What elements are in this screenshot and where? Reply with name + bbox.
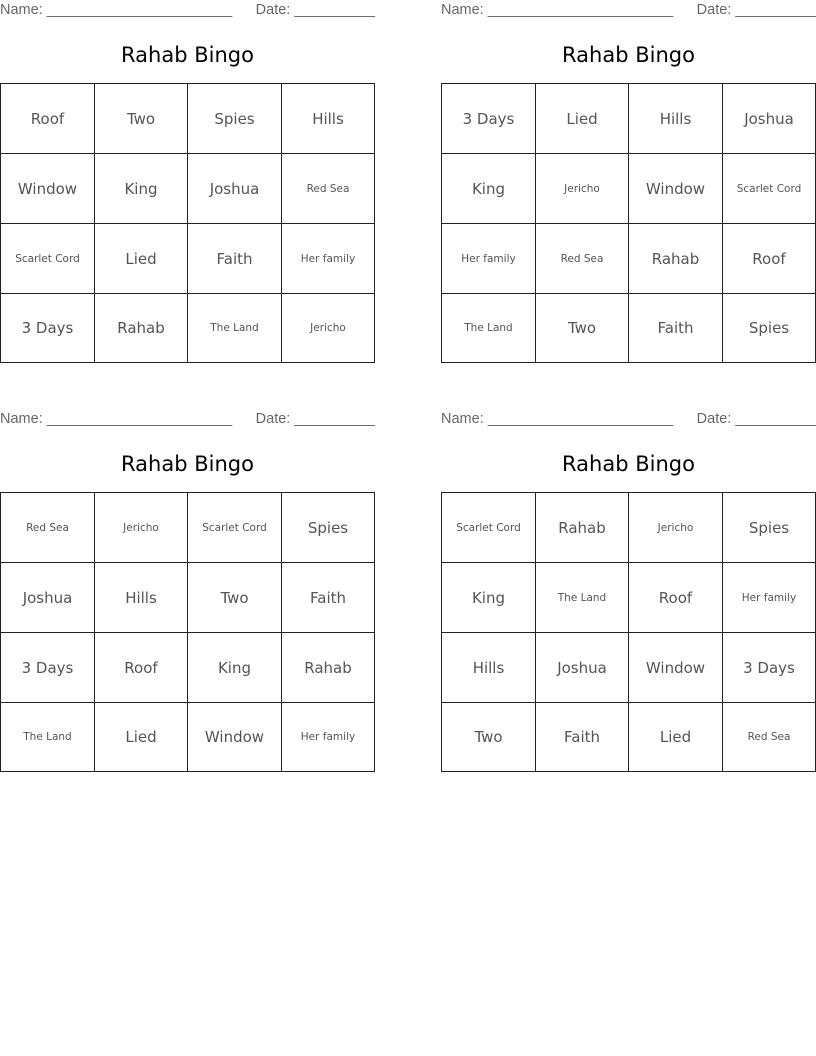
bingo-grid xyxy=(0,83,375,363)
bingo-cell: The Land xyxy=(442,294,536,362)
bingo-card xyxy=(0,0,375,337)
bingo-cell: King xyxy=(442,563,536,633)
bingo-cell: Lied xyxy=(536,84,629,154)
bingo-cell: Hills xyxy=(629,84,723,154)
bingo-cell: King xyxy=(188,633,282,703)
bingo-cell: Lied xyxy=(95,224,188,294)
bingo-cell: Two xyxy=(188,563,282,633)
bingo-cell: Joshua xyxy=(188,154,282,224)
bingo-grid xyxy=(441,83,816,363)
name-field-label: Name: _______________________ xyxy=(441,2,674,18)
bingo-grid xyxy=(441,492,816,772)
bingo-cell: Two xyxy=(95,84,188,154)
bingo-cell: Faith xyxy=(629,294,723,362)
name-field-label: Name: _______________________ xyxy=(0,411,233,427)
bingo-cell: Two xyxy=(442,703,536,771)
card-header xyxy=(0,0,375,22)
date-field-label: Date: __________ xyxy=(255,411,375,427)
card-title: Rahab Bingo xyxy=(562,452,695,476)
bingo-cell: Roof xyxy=(723,224,815,294)
bingo-card xyxy=(0,409,375,746)
bingo-card xyxy=(441,409,816,746)
bingo-cell: Rahab xyxy=(282,633,374,703)
bingo-cell: Jericho xyxy=(310,322,346,334)
date-field-label: Date: __________ xyxy=(255,2,375,18)
bingo-cell: Scarlet Cord xyxy=(1,224,95,294)
bingo-cell: Faith xyxy=(188,224,282,294)
bingo-cell: Scarlet Cord xyxy=(723,154,815,224)
bingo-cell: Her family xyxy=(442,224,536,294)
card-title: Rahab Bingo xyxy=(121,43,254,67)
bingo-cell: Red Sea xyxy=(282,154,374,224)
bingo-cell: 3 Days xyxy=(1,633,95,703)
bingo-cell: King xyxy=(95,154,188,224)
bingo-card xyxy=(441,0,816,337)
card-header xyxy=(441,0,816,22)
bingo-cell: Red Sea xyxy=(536,224,629,294)
bingo-cell: Window xyxy=(188,703,282,771)
bingo-cell: Jericho xyxy=(629,493,723,563)
date-field-label: Date: __________ xyxy=(696,411,816,427)
bingo-cell: Scarlet Cord xyxy=(188,493,282,563)
bingo-cell: Lied xyxy=(95,703,188,771)
bingo-cell: Roof xyxy=(95,633,188,703)
date-field-label: Date: __________ xyxy=(696,2,816,18)
bingo-cell: 3 Days xyxy=(442,84,536,154)
bingo-cell: Spies xyxy=(748,319,790,337)
name-field-label: Name: _______________________ xyxy=(441,411,674,427)
bingo-cell: Her family xyxy=(723,563,815,633)
bingo-cell: Window xyxy=(629,633,723,703)
bingo-grid xyxy=(0,492,375,772)
bingo-cell: Rahab xyxy=(629,224,723,294)
bingo-cell: Her family xyxy=(300,731,356,743)
bingo-cell: Two xyxy=(536,294,629,362)
bingo-cell: The Land xyxy=(1,703,95,771)
bingo-cell: Her family xyxy=(282,224,374,294)
bingo-cell: Spies xyxy=(188,84,282,154)
bingo-cell: Faith xyxy=(282,563,374,633)
bingo-cell: The Land xyxy=(536,563,629,633)
bingo-cell: Joshua xyxy=(723,84,815,154)
bingo-cell: Window xyxy=(629,154,723,224)
bingo-cell: Scarlet Cord xyxy=(442,493,536,563)
bingo-cell: Joshua xyxy=(536,633,629,703)
card-header xyxy=(441,409,816,431)
bingo-cell: Hills xyxy=(282,84,374,154)
bingo-cell: Red Sea xyxy=(1,493,95,563)
bingo-cell: King xyxy=(442,154,536,224)
bingo-cell: The Land xyxy=(188,294,282,362)
bingo-cell: 3 Days xyxy=(723,633,815,703)
bingo-cell: Roof xyxy=(629,563,723,633)
bingo-cell: Roof xyxy=(1,84,95,154)
bingo-cell: Rahab xyxy=(536,493,629,563)
bingo-cell: Lied xyxy=(629,703,723,771)
bingo-cell: Rahab xyxy=(95,294,188,362)
name-field-label: Name: _______________________ xyxy=(0,2,233,18)
card-title: Rahab Bingo xyxy=(121,452,254,476)
bingo-cell: Red Sea xyxy=(747,731,791,743)
bingo-cell: Joshua xyxy=(1,563,95,633)
bingo-cell: Spies xyxy=(282,493,374,563)
bingo-cell: Hills xyxy=(442,633,536,703)
card-header xyxy=(0,409,375,431)
card-title: Rahab Bingo xyxy=(562,43,695,67)
bingo-cell: Jericho xyxy=(536,154,629,224)
bingo-cell: Hills xyxy=(95,563,188,633)
bingo-cell: 3 Days xyxy=(1,294,95,362)
bingo-cell: Jericho xyxy=(95,493,188,563)
bingo-cell: Spies xyxy=(723,493,815,563)
bingo-cell: Window xyxy=(1,154,95,224)
bingo-cell: Faith xyxy=(536,703,629,771)
